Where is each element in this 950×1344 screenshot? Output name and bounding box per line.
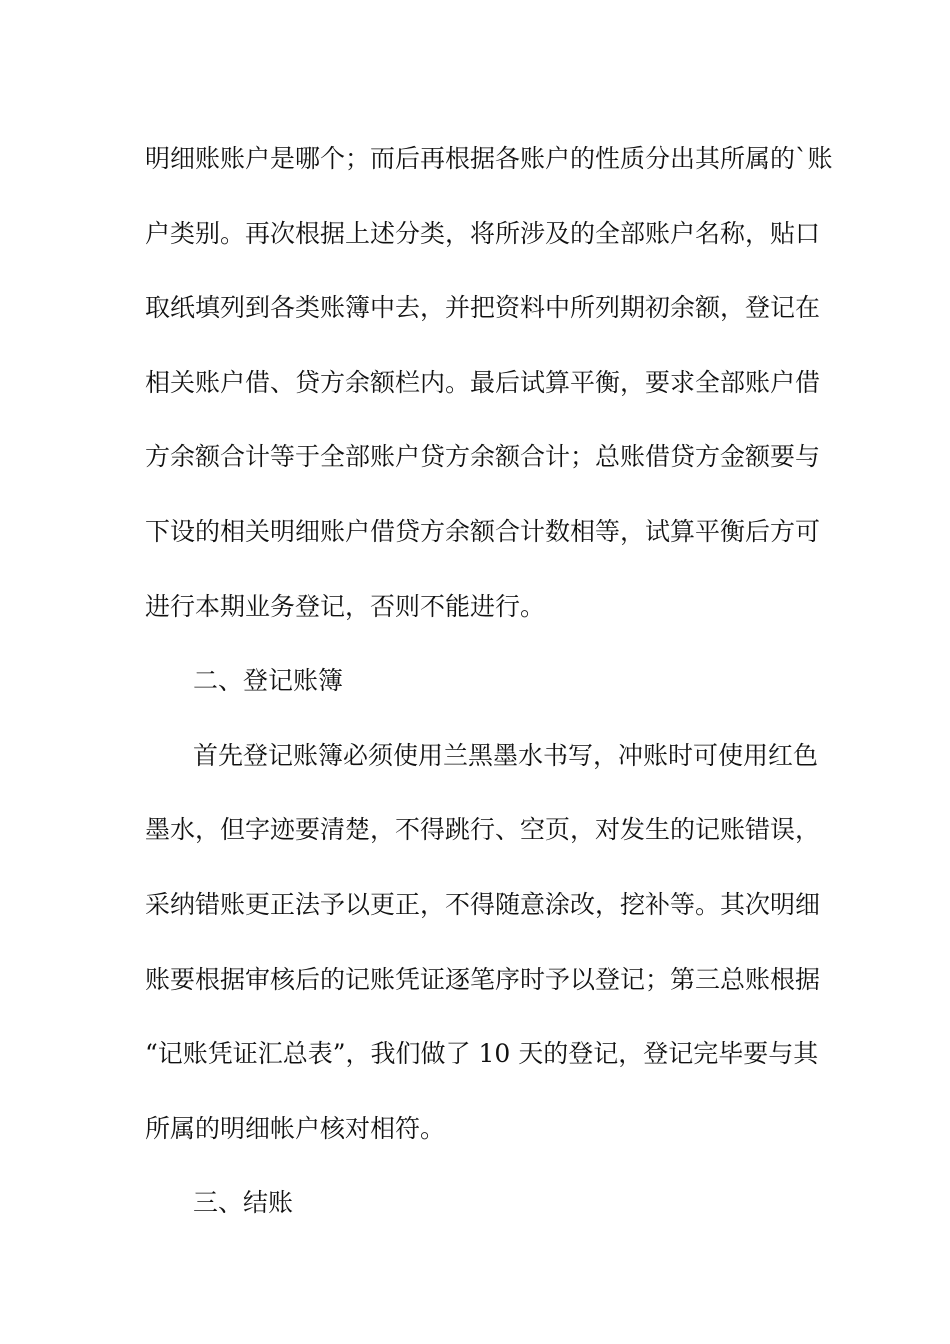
paragraph-line: 所属的明细帐户核对相符。 [145, 1113, 446, 1143]
paragraph-line: 进行本期业务登记，否则不能进行。 [145, 591, 546, 621]
paragraph-line: 采纳错账更正法予以更正，不得随意涂改，挖补等。其次明细 [145, 889, 821, 919]
paragraph-line: 首先登记账簿必须使用兰黑墨水书写，冲账时可使用红色 [193, 740, 819, 770]
paragraph-line: 下设的相关明细账户借贷方余额合计数相等，试算平衡后方可 [145, 516, 821, 546]
section-heading-register-books: 二、登记账簿 [193, 666, 344, 696]
paragraph-line: 墨水，但字迹要清楚，不得跳行、空页，对发生的记账错误， [145, 815, 821, 845]
paragraph-line: “记账凭证汇总表”，我们做了 10 天的登记，登记完毕要与其 [145, 1039, 819, 1069]
paragraph-line: 取纸填列到各类账簿中去，并把资料中所列期初余额，登记在 [145, 293, 821, 323]
paragraph-line: 明细账账户是哪个；而后再根据各账户的性质分出其所属的`账 [145, 144, 833, 173]
paragraph-line: 账要根据审核后的记账凭证逐笔序时予以登记；第三总账根据 [145, 964, 821, 994]
paragraph-register-books [145, 731, 821, 1179]
paragraph-line: 户类别。再次根据上述分类，将所涉及的全部账户名称，贴口 [145, 218, 821, 248]
paragraph-account-setup [145, 134, 833, 656]
paragraph-line: 方余额合计等于全部账户贷方余额合计；总账借贷方金额要与 [145, 442, 821, 472]
document-body [145, 134, 833, 1253]
paragraph-line: 相关账户借、贷方余额栏内。最后试算平衡，要求全部账户借 [145, 367, 821, 397]
section-heading-closing: 三、结账 [193, 1188, 294, 1218]
